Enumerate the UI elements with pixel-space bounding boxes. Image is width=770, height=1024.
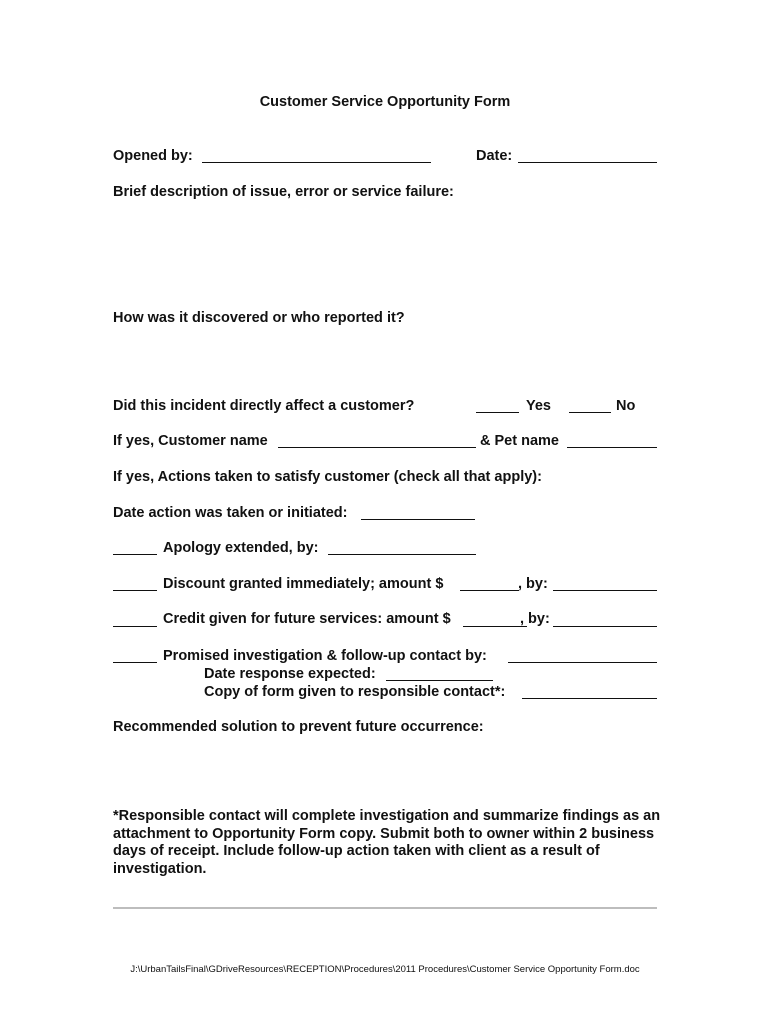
pet-name-field[interactable] bbox=[567, 447, 657, 448]
date-label: Date: bbox=[476, 148, 513, 164]
actions-label: If yes, Actions taken to satisfy customer (check all that apply): bbox=[113, 469, 542, 485]
customer-name-field[interactable] bbox=[278, 447, 476, 448]
yes-checkbox-blank[interactable] bbox=[476, 412, 519, 413]
pet-name-label: & Pet name bbox=[480, 433, 559, 449]
no-checkbox-blank[interactable] bbox=[569, 412, 611, 413]
promised-checkbox-blank[interactable] bbox=[113, 662, 157, 663]
yes-label: Yes bbox=[526, 398, 551, 414]
date-response-label: Date response expected: bbox=[204, 666, 376, 682]
discount-by-label: , by: bbox=[518, 576, 548, 592]
apology-checkbox-blank[interactable] bbox=[113, 554, 157, 555]
discount-checkbox-blank[interactable] bbox=[113, 590, 157, 591]
opened-by-label: Opened by: bbox=[113, 148, 193, 164]
form-title: Customer Service Opportunity Form bbox=[259, 94, 511, 110]
affect-customer-label: Did this incident directly affect a customer? bbox=[113, 398, 415, 414]
promised-label: Promised investigation & follow-up contact by: bbox=[163, 648, 487, 664]
brief-description-label: Brief description of issue, error or service failure: bbox=[113, 184, 454, 200]
credit-amount-field[interactable] bbox=[463, 626, 527, 627]
opened-by-field[interactable] bbox=[202, 162, 431, 163]
date-action-label: Date action was taken or initiated: bbox=[113, 505, 348, 521]
footer-file-path: J:\UrbanTailsFinal\GDriveResources\RECEPTION\Procedures\2011 Procedures\Customer Service Opportunity Form.doc bbox=[130, 964, 640, 975]
copy-form-label: Copy of form given to responsible contact*: bbox=[204, 684, 506, 700]
recommended-label: Recommended solution to prevent future occurrence: bbox=[113, 719, 484, 735]
credit-label: Credit given for future services: amount $ bbox=[163, 611, 451, 627]
discovered-label: How was it discovered or who reported it? bbox=[113, 310, 405, 326]
footer-divider bbox=[113, 907, 657, 909]
promised-by-field[interactable] bbox=[508, 662, 657, 663]
apology-by-field[interactable] bbox=[328, 554, 476, 555]
discount-label: Discount granted immediately; amount $ bbox=[163, 576, 444, 592]
date-action-field[interactable] bbox=[361, 519, 475, 520]
customer-name-label: If yes, Customer name bbox=[113, 433, 268, 449]
date-field[interactable] bbox=[518, 162, 657, 163]
apology-label: Apology extended, by: bbox=[163, 540, 319, 556]
discount-amount-field[interactable] bbox=[460, 590, 519, 591]
responsible-contact-note: *Responsible contact will complete investigation and summarize findings as an attachment to Opportunity Form copy. Submit both to owner within 2 business days of receipt. Include follow-up action taken with client as a result of investigation. bbox=[113, 808, 661, 877]
credit-checkbox-blank[interactable] bbox=[113, 626, 157, 627]
credit-by-label: , by: bbox=[520, 611, 550, 627]
no-label: No bbox=[616, 398, 636, 414]
discount-by-field[interactable] bbox=[553, 590, 657, 591]
copy-form-field[interactable] bbox=[522, 698, 657, 699]
credit-by-field[interactable] bbox=[553, 626, 657, 627]
date-response-field[interactable] bbox=[386, 680, 493, 681]
